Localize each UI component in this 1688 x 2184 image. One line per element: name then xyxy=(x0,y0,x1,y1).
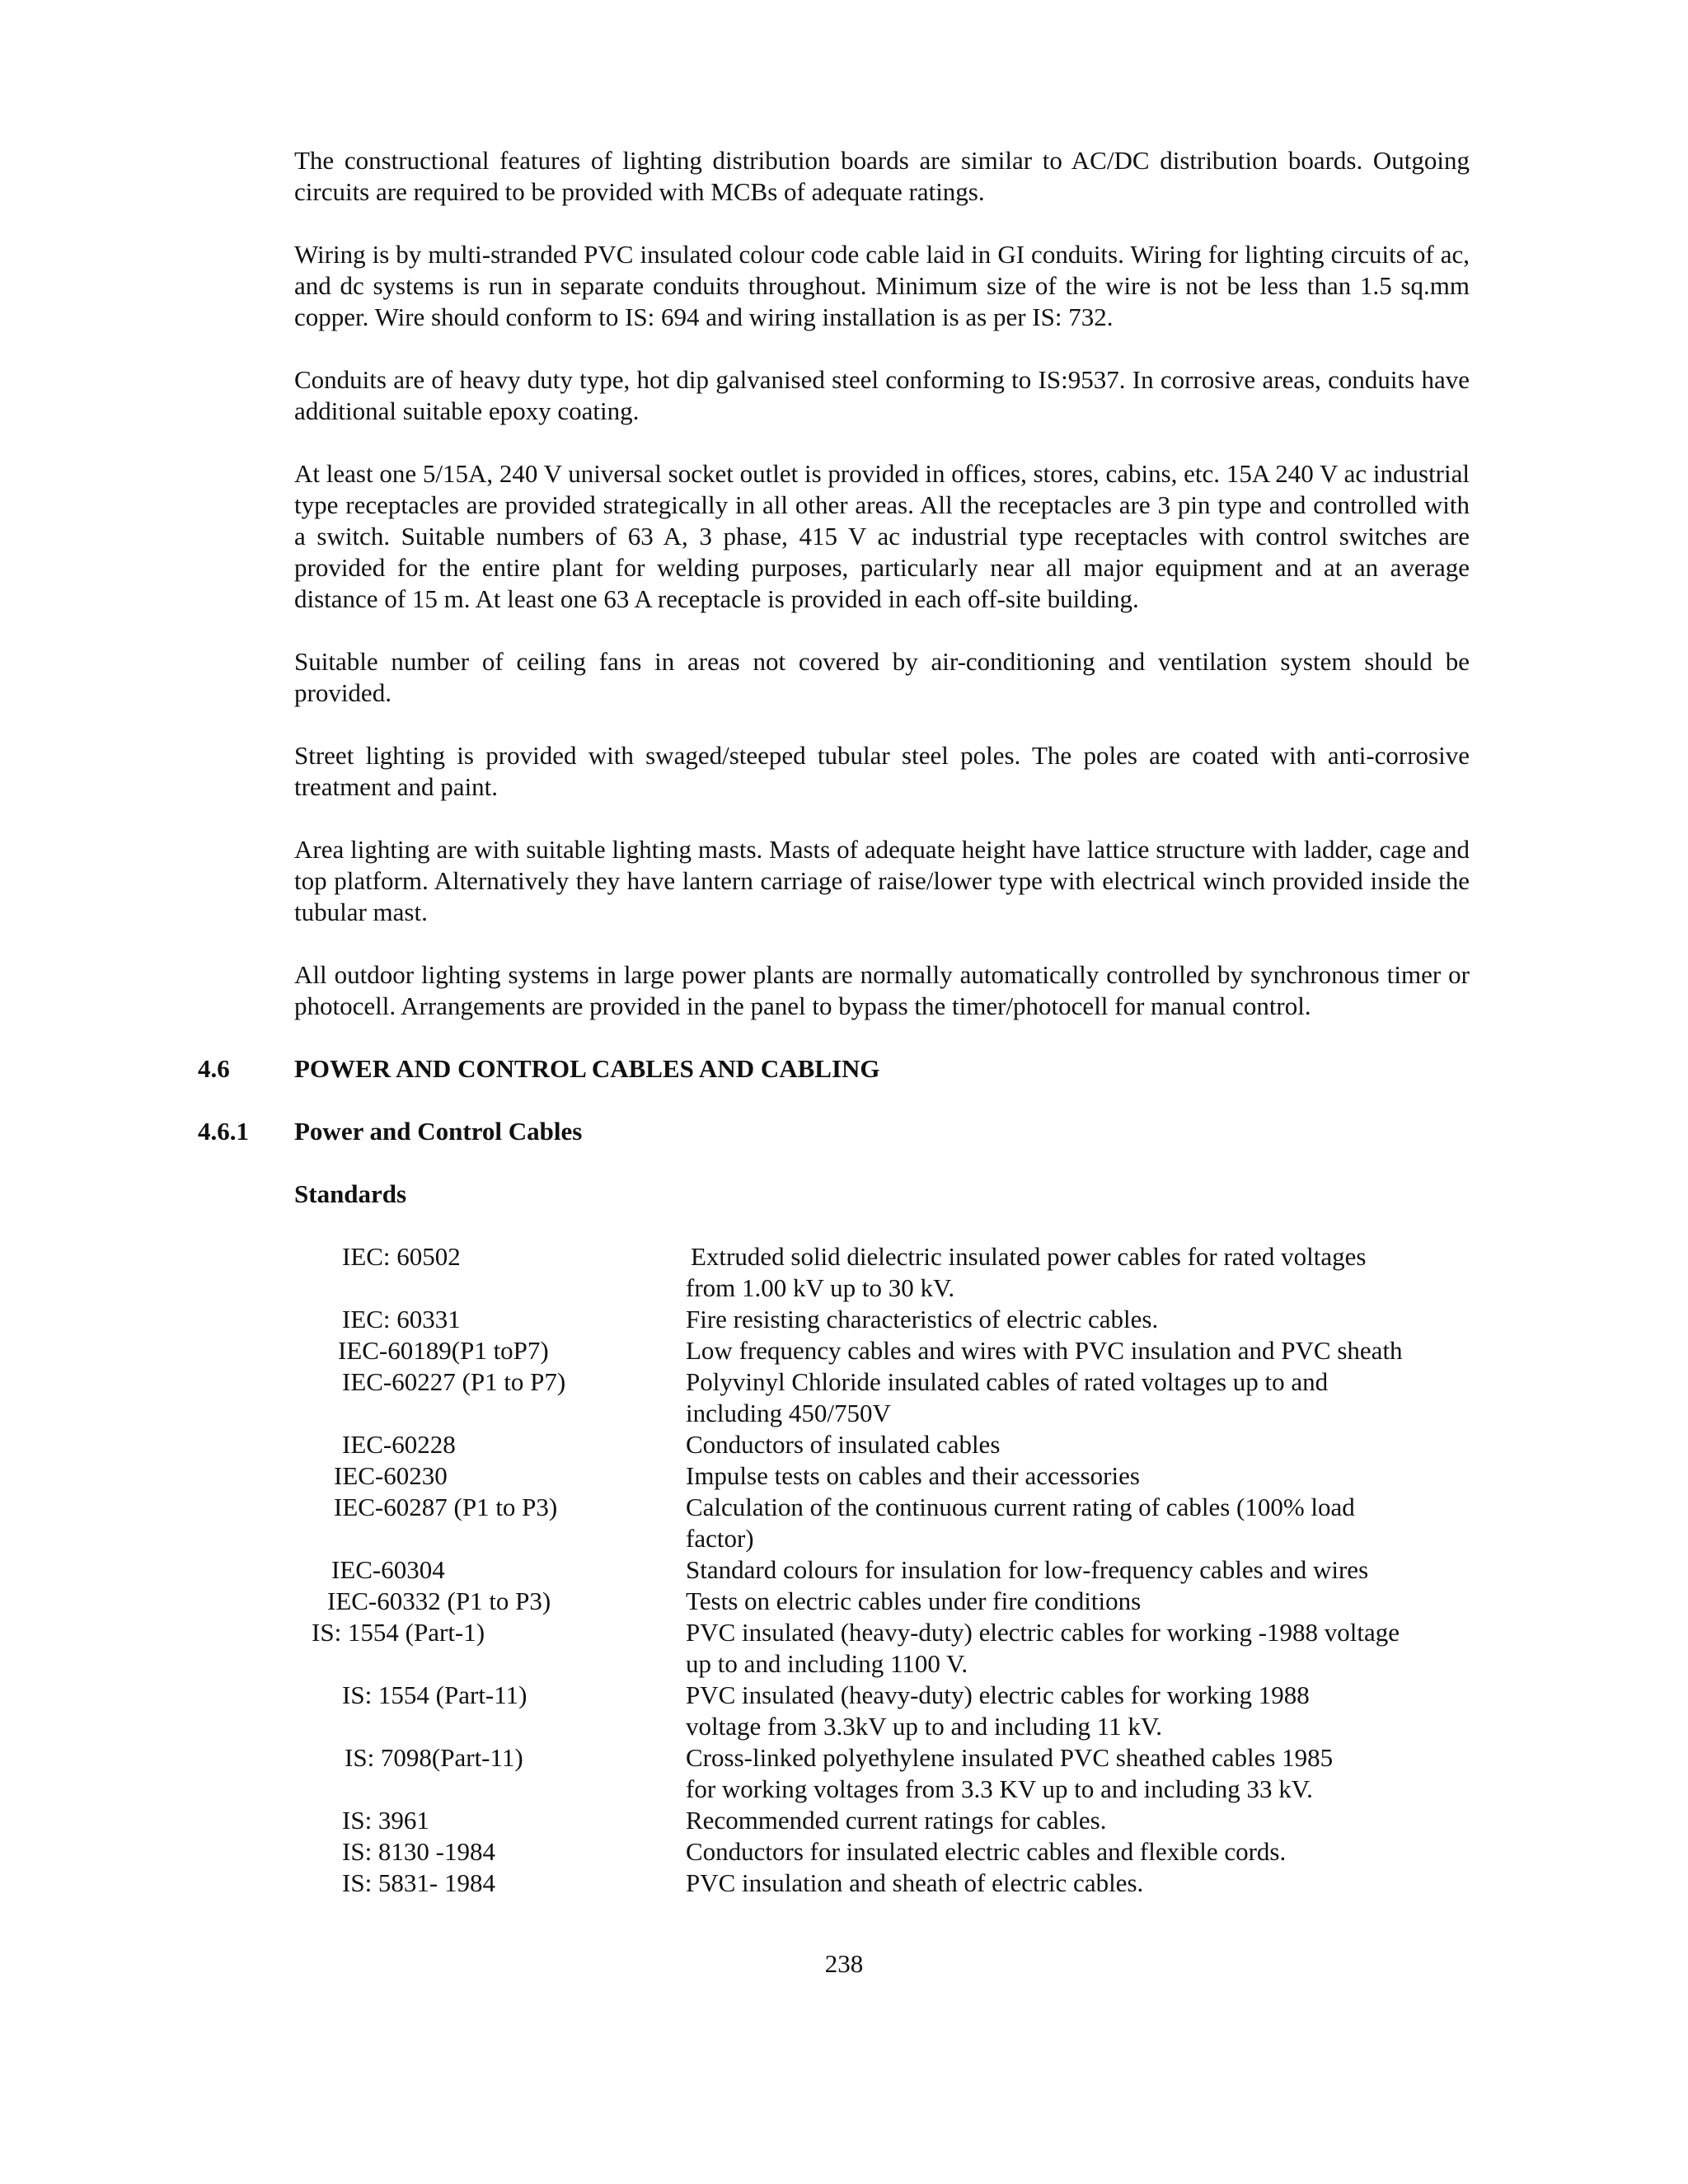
standard-code: IS: 7098(Part-11) xyxy=(345,1743,523,1772)
paragraph-area-lighting: Area lighting are with suitable lighting masts. Masts of adequate height have lattice structure with ladder, cage and top platform. Alternatively they have lantern carriage of raise/lower type with electrical winch provided inside the tubular mast. xyxy=(294,835,1470,926)
section-number: 4.6 xyxy=(198,1054,230,1083)
standard-description: PVC insulation and sheath of electric cables. xyxy=(686,1868,1144,1897)
standard-code: IS: 8130 -1984 xyxy=(342,1837,495,1866)
standard-description-cont: including 450/750V xyxy=(686,1399,891,1427)
standard-description: Impulse tests on cables and their accessories xyxy=(686,1461,1140,1490)
standard-code: IEC-60287 (P1 to P3) xyxy=(334,1493,558,1521)
standard-description: Recommended current ratings for cables. xyxy=(686,1806,1107,1835)
paragraph-conduits: Conduits are of heavy duty type, hot dip galvanised steel conforming to IS:9537. In corrosive areas, conduits have additional suitable epoxy coating. xyxy=(294,365,1470,425)
standard-code: IEC-60304 xyxy=(331,1555,445,1584)
standard-description: Fire resisting characteristics of electric cables. xyxy=(686,1305,1159,1333)
subsection-title: Power and Control Cables xyxy=(294,1117,583,1146)
standard-code: IEC-60230 xyxy=(334,1461,448,1490)
paragraph-ceiling-fans: Suitable number of ceiling fans in areas not covered by air-conditioning and ventilation system should be provided. xyxy=(294,647,1470,707)
subsection-number: 4.6.1 xyxy=(198,1117,249,1146)
standard-code: IEC-60332 (P1 to P3) xyxy=(327,1586,551,1615)
standard-code: IEC-60228 xyxy=(342,1430,456,1459)
standards-heading: Standards xyxy=(294,1179,407,1208)
standard-description-cont: voltage from 3.3kV up to and including 11 kV. xyxy=(686,1712,1163,1741)
standard-description-cont: from 1.00 kV up to 30 kV. xyxy=(686,1273,955,1302)
section-title: POWER AND CONTROL CABLES AND CABLING xyxy=(294,1054,880,1083)
standard-description: Conductors for insulated electric cables and flexible cords. xyxy=(686,1837,1287,1866)
standard-description: PVC insulated (heavy-duty) electric cables for working 1988 xyxy=(686,1680,1310,1709)
standard-code: IEC-60189(P1 toP7) xyxy=(338,1336,549,1365)
standard-code: IS: 3961 xyxy=(342,1806,429,1835)
standard-code: IEC: 60502 xyxy=(342,1242,461,1271)
standard-description: Polyvinyl Chloride insulated cables of rated voltages up to and xyxy=(686,1367,1329,1396)
standard-description: Cross-linked polyethylene insulated PVC sheathed cables 1985 xyxy=(686,1743,1334,1772)
standard-code: IEC-60227 (P1 to P7) xyxy=(342,1367,566,1396)
standard-description-cont: for working voltages from 3.3 KV up to and including 33 kV. xyxy=(686,1774,1313,1803)
page-number: 238 xyxy=(824,1949,864,1978)
standard-description: Conductors of insulated cables xyxy=(686,1430,1001,1459)
paragraph-lighting-boards: The constructional features of lighting distribution boards are similar to AC/DC distribution boards. Outgoing circuits are required to be provided with MCBs of adequate ratings. xyxy=(294,146,1470,206)
paragraph-outdoor-lighting: All outdoor lighting systems in large power plants are normally automatically controlled by synchronous timer or photocell. Arrangements are provided in the panel to bypass the timer/photocell for manual control. xyxy=(294,960,1470,1020)
standard-description: Extruded solid dielectric insulated power cables for rated voltages xyxy=(691,1242,1367,1271)
standard-code: IS: 1554 (Part-11) xyxy=(342,1680,528,1709)
standard-code: IS: 1554 (Part-1) xyxy=(312,1618,485,1647)
standard-description: Tests on electric cables under fire conditions xyxy=(686,1586,1142,1615)
standard-description-cont: factor) xyxy=(686,1524,754,1553)
standard-description-cont: up to and including 1100 V. xyxy=(686,1649,968,1678)
standard-code: IEC: 60331 xyxy=(342,1305,461,1333)
paragraph-wiring: Wiring is by multi-stranded PVC insulated colour code cable laid in GI conduits. Wiring for lighting circuits of ac, and dc systems is run in separate conduits throughout. Minimum size of the wire is not be less than 1.5 sq.mm copper. Wire should conform to IS: 694 and wiring installation is as per IS: 732. xyxy=(294,240,1470,331)
standard-description: Calculation of the continuous current rating of cables (100% load xyxy=(686,1493,1355,1521)
standard-description: PVC insulated (heavy-duty) electric cables for working -1988 voltage xyxy=(686,1618,1400,1647)
paragraph-socket-outlets: At least one 5/15A, 240 V universal socket outlet is provided in offices, stores, cabins, etc. 15A 240 V ac industrial type receptacles are provided strategically in all other areas. All the receptacles are 3 pin type and controlled with a switch. Suitable numbers of 63 A, 3 phase, 415 V ac industrial type receptacles with control switches are provided for the entire plant for welding purposes, particularly near all major equipment and at an average distance of 15 m. At least one 63 A receptacle is provided in each off-site building. xyxy=(294,459,1470,613)
standard-description: Low frequency cables and wires with PVC insulation and PVC sheath xyxy=(686,1336,1403,1365)
standard-code: IS: 5831- 1984 xyxy=(342,1868,495,1897)
standard-description: Standard colours for insulation for low-frequency cables and wires xyxy=(686,1555,1369,1584)
paragraph-street-lighting: Street lighting is provided with swaged/steeped tubular steel poles. The poles are coated with anti-corrosive treatment and paint. xyxy=(294,741,1470,801)
